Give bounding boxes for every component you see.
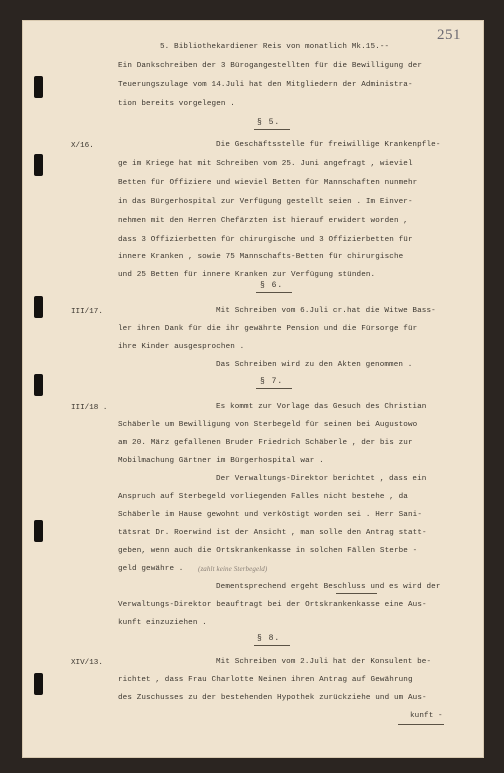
text-line: tätsrat Dr. Roerwind ist der Ansicht , man solle den Antrag statt-: [118, 529, 427, 537]
text-line: Betten für Offiziere und wieviel Betten für Mannschaften nunmehr: [118, 179, 418, 187]
text-line: Mit Schreiben vom 2.Juli hat der Konsulent be-: [216, 658, 432, 666]
section-heading: § 6.: [260, 281, 284, 290]
text-line: Teuerungszulage vom 14.Juli hat den Mitgliedern der Administra-: [118, 81, 413, 89]
text-line: Das Schreiben wird zu den Akten genommen .: [216, 361, 413, 369]
text-line: Schäberle im Hause gewohnt und verköstigt worden sei . Herr Sani-: [118, 511, 423, 519]
text-line: richtet , dass Frau Charlotte Neinen ihren Antrag auf Gewährung: [118, 676, 413, 684]
text-line: des Zuschusses zu der bestehenden Hypothek zurückziehe und um Aus-: [118, 694, 427, 702]
text-line: ge im Kriege hat mit Schreiben vom 25. Juni angefragt , wieviel: [118, 160, 413, 168]
margin-reference: III/17.: [71, 308, 103, 316]
binding-hole: [34, 374, 43, 396]
binding-hole: [34, 673, 43, 695]
document-page: [22, 20, 484, 758]
text-line: in das Bürgerhospital zur Verfügung gestellt seien . Im Einver-: [118, 198, 413, 206]
text-line: dass 3 Offizierbetten für chirurgische und 3 Offizierbetten für: [118, 236, 413, 244]
binding-hole: [34, 154, 43, 176]
text-line: nehmen mit den Herren Chefärzten ist hierauf erwidert worden ,: [118, 217, 408, 225]
text-line: geben, wenn auch die Ortskrankenkasse in solchen Fällen Sterbe -: [118, 547, 418, 555]
text-line: und 25 Betten für innere Kranken zur Verfügung stünden.: [118, 271, 376, 279]
catchword: kunft -: [410, 712, 443, 720]
text-line: Verwaltungs-Direktor beauftragt bei der Ortskrankenkasse eine Aus-: [118, 601, 427, 609]
text-line: Der Verwaltungs-Direktor berichtet , dass ein: [216, 475, 427, 483]
text-line: Anspruch auf Sterbegeld vorliegenden Falles nicht bestehe , da: [118, 493, 408, 501]
text-line: tion bereits vorgelegen .: [118, 100, 235, 108]
heading-rule: [256, 388, 292, 389]
margin-reference: III/18 .: [71, 404, 108, 412]
text-line: Schäberle um Bewilligung von Sterbegeld für seinen bei Augustowo: [118, 421, 418, 429]
page-number: 251: [437, 27, 461, 43]
beschluss-underline: [336, 593, 377, 594]
margin-reference: X/16.: [71, 142, 94, 150]
text-line: Mobilmachung Gärtner im Bürgerhospital war .: [118, 457, 324, 465]
text-line: innere Kranken , sowie 75 Mannschafts-Betten für chirurgische: [118, 253, 404, 261]
section-heading: § 5.: [257, 118, 281, 127]
text-line: kunft einzuziehen .: [118, 619, 207, 627]
binding-hole: [34, 520, 43, 542]
text-line: Dementsprechend ergeht Beschluss und es wird der: [216, 583, 441, 591]
margin-reference: XIV/13.: [71, 659, 103, 667]
text-line: Mit Schreiben vom 6.Juli cr.hat die Witwe Bass-: [216, 307, 436, 315]
binding-hole: [34, 296, 43, 318]
catchword-rule: [398, 724, 444, 725]
binding-hole: [34, 76, 43, 98]
text-line: Die Geschäftsstelle für freiwillige Krankenpfle-: [216, 141, 441, 149]
heading-rule: [256, 292, 292, 293]
heading-rule: [254, 129, 290, 130]
section-heading: § 8.: [257, 634, 281, 643]
section-heading: § 7.: [260, 377, 284, 386]
text-line: geld gewähre .: [118, 565, 184, 573]
text-line: am 20. März gefallenen Bruder Friedrich Schäberle , der bis zur: [118, 439, 413, 447]
text-line: ler ihren Dank für die ihr gewährte Pension und die Fürsorge für: [118, 325, 418, 333]
heading-rule: [254, 645, 290, 646]
text-line: ihre Kinder ausgesprochen .: [118, 343, 245, 351]
text-line: Es kommt zur Vorlage das Gesuch des Christian: [216, 403, 427, 411]
text-line: 5. Bibliothekardiener Reis von monatlich Mk.15.--: [160, 43, 390, 51]
text-line: Ein Dankschreiben der 3 Bürogangestellten für die Bewilligung der: [118, 62, 423, 70]
handwritten-note: (zahlt keine Sterbegeld): [198, 565, 268, 573]
